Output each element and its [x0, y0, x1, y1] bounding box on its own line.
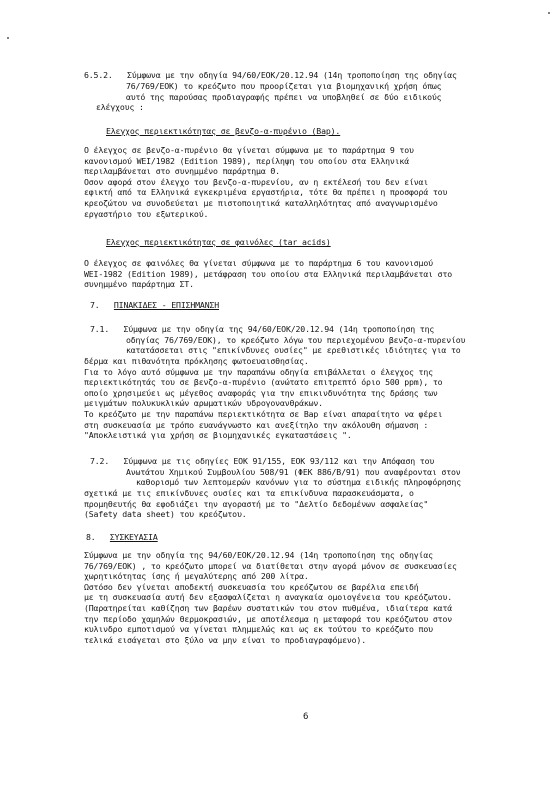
section-8-body	[84, 550, 457, 645]
paragraph-line: Ωστόσο δεν γίνεται αποδεκτή συσκευασία του κρεόζωτου σε βαρέλια επειδή	[84, 581, 419, 592]
paragraph-line: προμηθευτής θα εφοδιάζει την αγοραστή με το "Δελτίο δεδομένων ασφαλείας"	[84, 498, 429, 509]
section-number: 8.	[86, 532, 96, 542]
paragraph-line: περιλαμβάνεται στο συνημμένο παράρτημα Θ.	[84, 166, 280, 177]
paragraph-line: αυτό της παρούσας προδιαγραφής πρέπει να υποβληθεί σε δύο ειδικούς	[126, 91, 442, 102]
section-8-heading	[86, 532, 158, 543]
section-7-1-body	[84, 356, 442, 441]
page-number: 6	[303, 712, 309, 722]
section-number: 6.5.2.	[84, 70, 113, 80]
section-7-heading	[90, 300, 219, 311]
section-7-1-continuation	[126, 335, 465, 356]
paragraph-line: 6.5.2. Σύμφωνα με την οδηγία 94/60/ΕΟΚ/20.12.94 (14η τροποποίηση της οδηγίας	[84, 70, 457, 80]
paragraph-line: ελέγχους :	[96, 102, 144, 113]
paragraph-line: κανονισμού WEI/1982 (Edition 1989), περίληψη του οποίου στα Ελληνικά	[84, 155, 409, 166]
paragraph-line: οδηγίας 76/769/ΕΟΚ), το κρεόζωτο λόγω του περιεχομένου βενζο-α-πυρενίου	[126, 334, 466, 345]
paragraph-line: Για το λόγο αυτό σύμφωνα με την παραπάνω οδηγία επιβάλλεται ο έλεγχος της	[84, 366, 433, 377]
paragraph-line: κυλινδρο εμποτισμού να γίνεται πλημμελώς και ως εκ τούτου το κρεόζωτο που	[84, 624, 433, 635]
paragraph-line: "Αποκλειστικά για χρήση σε βιομηχανικές εγκαταστάσεις ".	[84, 430, 352, 441]
paragraph-line: οποίο χρησιμεύει ως μέγεθος αναφοράς για την επικινδυνότητα της δράσης των	[84, 387, 438, 398]
paragraph-line: μειγμάτων πολυκυκλικών αρωματικών υδρογονανθράκων.	[84, 398, 323, 409]
paragraph-line: συνημμένο παράρτημα ΣΤ.	[84, 279, 194, 290]
bap-heading: Ελεγχος περιεκτικότητας σε βενζο-α-πυρένιο (Bap).	[106, 126, 341, 136]
paragraph-line: Το κρεόζωτο με την παραπάνω περιεκτικότητα σε Bap είναι απαραίτητο να φέρει	[84, 408, 443, 419]
paragraph-line: Σύμφωνα με τις οδηγίες ΕΟΚ 91/155, ΕΟΚ 93/112 και την Απόφαση του	[123, 456, 435, 466]
paragraph-line: Σύμφωνα με την οδηγία της 94/60/ΕΟΚ/20.12.94 (14η τροποποίηση της	[123, 324, 435, 334]
section-title: ΠΙΝΑΚΙΔΕΣ - ΕΠΙΣΗΜΑΝΣΗ	[113, 300, 220, 310]
paragraph-line: Ο έλεγχος σε φαινόλες θα γίνεται σύμφωνα με το παράρτημα 6 του κανονισμού	[84, 258, 433, 268]
section-number: 7.	[90, 300, 100, 310]
section-7-2-body	[84, 488, 428, 520]
paragraph-line: 76/769/ΕΟΚ) το κρεόζωτο που προορίζεται για βιομηχανική χρήση όπως	[126, 80, 442, 91]
paragraph-line: κατατάσσεται στις "επικίνδυνες ουσίες" με ερεθιστικές ιδιότητες για το	[126, 345, 461, 356]
section-title: ΣΥΣΚΕΥΑΣΙΑ	[109, 532, 158, 542]
section-6-5-2-continuation	[126, 81, 441, 92]
paragraph-line: στη συσκευασία με τρόπο ευανάγνωστο και ανεξίτηλο την ακόλουθη σήμανση :	[84, 419, 429, 430]
section-7-2-continuation	[136, 477, 461, 488]
paragraph-line: καθορισμό των λεπτομερών κανόνων για το σύστημα ειδικής πληροφόρησης	[136, 477, 461, 488]
paragraph-line: (Safety data sheet) του κρεόζωτου.	[84, 509, 247, 520]
paragraph-line: κρεοζώτου να συνοδεύεται με πιστοποιητικά καταλληλότητας από αναγνωρισμένο	[84, 197, 438, 208]
section-number: 7.2.	[90, 456, 110, 466]
paragraph-line: Ανωτάτου Χημικού Συμβουλίου 508/91 (ΦΕΚ 886/Β/91) που αναφέρονται στον	[126, 466, 461, 477]
paragraph-line: εργαστήριο του εξωτερικού.	[84, 208, 209, 219]
scan-speck	[7, 37, 9, 39]
paragraph-line: 76/769/ΕΟΚ) , το κρεόζωτο μπορεί να διατίθεται στην αγορά μόνον σε συσκευασίες	[84, 560, 457, 571]
paragraph-line: εφικτή από τα Ελληνικά εγκεκριμένα εργαστήρια, τότε θα πρέπει η προσφορά του	[84, 187, 448, 198]
section-7-1	[90, 324, 434, 335]
paragraph-line: την περίοδο χαμηλών θερμοκρασιών, με αποτέλεσμα η μεταφορά του κρεόζωτου στον	[84, 613, 453, 624]
paragraph-line: (Παρατηρείται καθίζηση των βαρέων συστατικών του στον πυθμένα, ιδιαίτερα κατά	[84, 602, 453, 613]
section-6-5-2-continuation	[126, 92, 441, 103]
paragraph-line: δέρμα και πιθανότητα πρόκλησης φωτοευαισθησίας.	[84, 356, 309, 366]
paragraph-line: WEI-1982 (Edition 1989), μετάφραση του οποίου στα Ελληνικά περιλαμβάνεται στο	[84, 268, 453, 279]
section-number: 7.1.	[90, 324, 110, 334]
section-6-5-2	[84, 70, 457, 81]
paragraph-line: περιεκτικότητάς του σε βενζο-α-πυρένιο (ανώτατο επιτρεπτό όριο 500 ppm), το	[84, 377, 443, 388]
paragraph-line: σχετικά με τις επικίνδυνες ουσίες και τα επικίνδυνα παρασκευάσματα, ο	[84, 488, 414, 499]
section-6-5-2-continuation	[96, 102, 144, 113]
paragraph-line: Οσον αφορά στον έλεγχο του βενζο-α-πυρενίου, αν η εκτέλεσή του δεν είναι	[84, 176, 429, 187]
paragraph-line: χωρητικότητας ίσης ή μεγαλύτερης από 200 λίτρα.	[84, 571, 309, 582]
section-7-2	[90, 456, 434, 467]
scan-speck	[548, 12, 550, 14]
paragraph-line: τελικά εισάγεται στο ξύλο να μην είναι το προδιαγραφόμενο).	[84, 634, 366, 645]
section-7-2-continuation	[126, 467, 461, 478]
phenols-paragraph	[84, 258, 452, 290]
paragraph-line: Ο έλεγχος σε βενζο-α-πυρένιο θα γίνεται σύμφωνα με το παράρτημα 9 του	[84, 145, 414, 155]
phenols-heading: Ελεγχος περιεκτικότητας σε φαινόλες (tar acids)	[106, 237, 331, 247]
paragraph-line: Σύμφωνα με την οδηγία της 94/60/ΕΟΚ/20.12.94 (14η τροποποίηση της οδηγίας	[84, 550, 433, 560]
bap-paragraph	[84, 145, 447, 219]
paragraph-line: με τη συσκευασία αυτή δεν εξασφαλίζεται η αναγκαία ομοιογένεια του κρεόζωτου.	[84, 592, 453, 603]
